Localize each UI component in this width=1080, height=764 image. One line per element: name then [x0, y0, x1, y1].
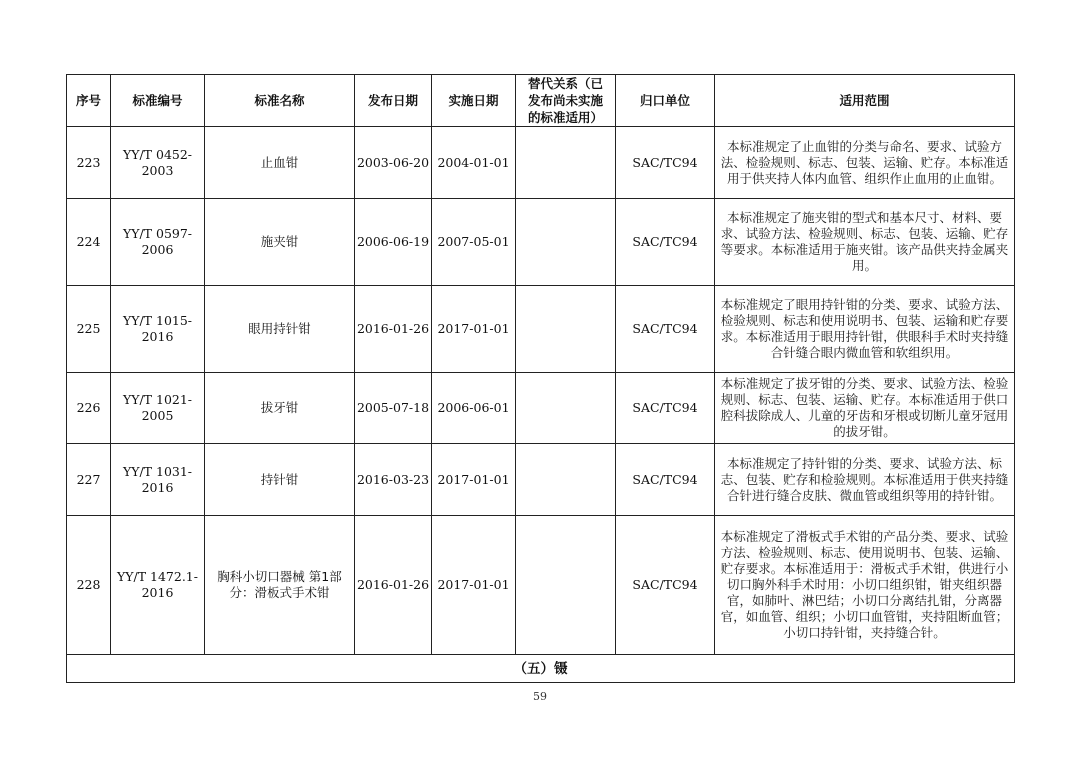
cell-name: 持针钳	[205, 444, 355, 516]
cell-unit: SAC/TC94	[616, 444, 715, 516]
header-published: 发布日期	[355, 75, 432, 127]
header-no: 序号	[67, 75, 111, 127]
cell-code: YY/T 1472.1-2016	[111, 516, 205, 655]
header-row	[67, 75, 1015, 127]
cell-replacement	[516, 373, 616, 444]
cell-replacement	[516, 444, 616, 516]
cell-replacement	[516, 516, 616, 655]
cell-effective: 2017-01-01	[432, 444, 516, 516]
cell-effective: 2017-01-01	[432, 286, 516, 373]
cell-name: 施夹钳	[205, 199, 355, 286]
cell-published: 2016-01-26	[355, 516, 432, 655]
cell-scope: 本标准规定了止血钳的分类与命名、要求、试验方法、检验规则、标志、包装、运输、贮存。本标准适用于供夹持人体内血管、组织作止血用的止血钳。	[715, 127, 1015, 199]
cell-published: 2016-03-23	[355, 444, 432, 516]
header-code: 标准编号	[111, 75, 205, 127]
cell-no: 226	[67, 373, 111, 444]
cell-effective: 2006-06-01	[432, 373, 516, 444]
cell-name: 止血钳	[205, 127, 355, 199]
cell-code: YY/T 1021-2005	[111, 373, 205, 444]
cell-scope: 本标准规定了施夹钳的型式和基本尺寸、材料、要求、试验方法、检验规则、标志、包装、运输、贮存等要求。本标准适用于施夹钳。该产品供夹持金属夹用。	[715, 199, 1015, 286]
cell-replacement	[516, 127, 616, 199]
header-unit: 归口单位	[616, 75, 715, 127]
cell-code: YY/T 1031-2016	[111, 444, 205, 516]
cell-no: 224	[67, 199, 111, 286]
cell-name: 眼用持针钳	[205, 286, 355, 373]
cell-published: 2006-06-19	[355, 199, 432, 286]
header-name: 标准名称	[205, 75, 355, 127]
table-row	[67, 199, 1015, 286]
cell-effective: 2017-01-01	[432, 516, 516, 655]
cell-scope: 本标准规定了滑板式手术钳的产品分类、要求、试验方法、检验规则、标志、使用说明书、包装、运输、贮存要求。本标准适用于：滑板式手术钳，供进行小切口胸外科手术时用：小切口组织钳，钳夹组织器官，如肺叶、淋巴结；小切口分离结扎钳，分离器官，如血管、组织；小切口血管钳，夹持阻断血管；小切口持针钳，夹持缝合针。	[715, 516, 1015, 655]
table-row	[67, 373, 1015, 444]
table-row	[67, 444, 1015, 516]
cell-no: 227	[67, 444, 111, 516]
header-scope: 适用范围	[715, 75, 1015, 127]
cell-scope: 本标准规定了拔牙钳的分类、要求、试验方法、检验规则、标志、包装、运输、贮存。本标准适用于供口腔科拔除成人、儿童的牙齿和牙根或切断儿童牙冠用的拔牙钳。	[715, 373, 1015, 444]
cell-replacement	[516, 286, 616, 373]
cell-unit: SAC/TC94	[616, 127, 715, 199]
cell-replacement	[516, 199, 616, 286]
cell-effective: 2007-05-01	[432, 199, 516, 286]
cell-name: 拔牙钳	[205, 373, 355, 444]
cell-published: 2016-01-26	[355, 286, 432, 373]
cell-published: 2003-06-20	[355, 127, 432, 199]
standards-table	[66, 74, 1015, 683]
cell-code: YY/T 0597-2006	[111, 199, 205, 286]
cell-code: YY/T 0452-2003	[111, 127, 205, 199]
cell-code: YY/T 1015-2016	[111, 286, 205, 373]
table-row	[67, 127, 1015, 199]
header-replacement: 替代关系（已发布尚未实施的标准适用）	[516, 75, 616, 127]
cell-published: 2005-07-18	[355, 373, 432, 444]
cell-unit: SAC/TC94	[616, 516, 715, 655]
cell-name: 胸科小切口器械 第1部分：滑板式手术钳	[205, 516, 355, 655]
cell-no: 223	[67, 127, 111, 199]
cell-scope: 本标准规定了持针钳的分类、要求、试验方法、标志、包装、贮存和检验规则。本标准适用于供夹持缝合针进行缝合皮肤、微血管或组织等用的持针钳。	[715, 444, 1015, 516]
cell-effective: 2004-01-01	[432, 127, 516, 199]
cell-unit: SAC/TC94	[616, 373, 715, 444]
section-title: （五）镊	[67, 655, 1015, 683]
cell-no: 225	[67, 286, 111, 373]
section-row	[67, 655, 1015, 683]
table-row	[67, 286, 1015, 373]
table-row	[67, 516, 1015, 655]
cell-unit: SAC/TC94	[616, 286, 715, 373]
cell-no: 228	[67, 516, 111, 655]
header-effective: 实施日期	[432, 75, 516, 127]
page-number: 59	[533, 690, 547, 703]
cell-scope: 本标准规定了眼用持针钳的分类、要求、试验方法、检验规则、标志和使用说明书、包装、运输和贮存要求。本标准适用于眼用持针钳，供眼科手术时夹持缝合针缝合眼内微血管和软组织用。	[715, 286, 1015, 373]
cell-unit: SAC/TC94	[616, 199, 715, 286]
